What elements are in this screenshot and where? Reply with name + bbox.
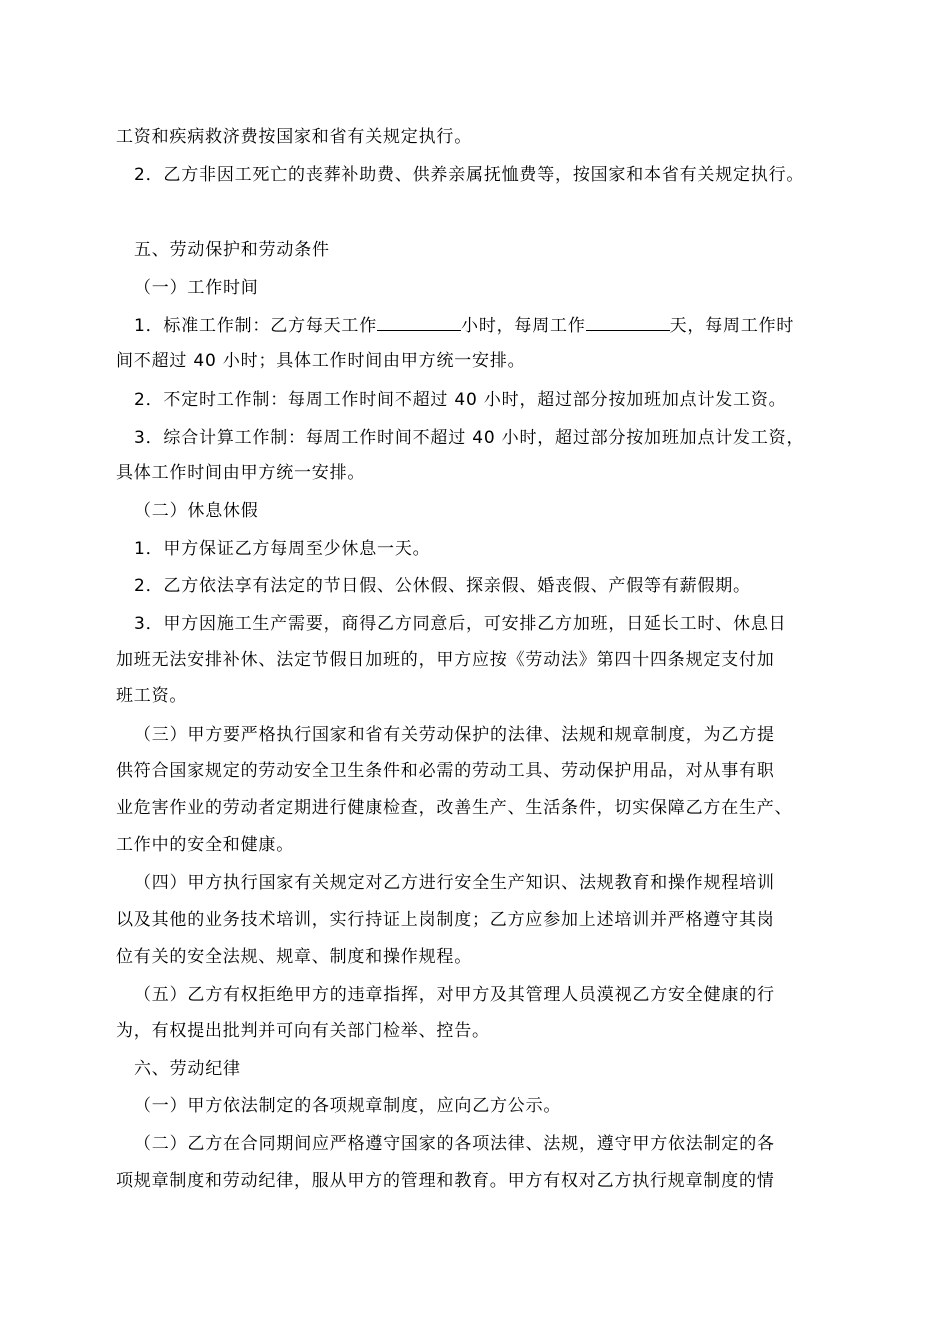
text-line: 以及其他的业务技术培训，实行持证上岗制度；乙方应参加上述培训并严格遵守其岗 xyxy=(116,910,775,930)
section-heading: 五、劳动保护和劳动条件 xyxy=(134,240,330,260)
text-line: 供符合国家规定的劳动安全卫生条件和必需的劳动工具、劳动保护用品，对从事有职 xyxy=(116,761,775,781)
text-line: 2．乙方依法享有法定的节日假、公休假、探亲假、婚丧假、产假等有薪假期。 xyxy=(134,576,751,596)
text-line: 班工资。 xyxy=(116,686,188,706)
text-line: （一）甲方依法制定的各项规章制度，应向乙方公示。 xyxy=(134,1096,562,1116)
text-line: 2．不定时工作制：每周工作时间不超过 40 小时，超过部分按加班加点计发工资。 xyxy=(134,390,787,410)
text-line: （五）乙方有权拒绝甲方的违章指挥，对甲方及其管理人员漠视乙方安全健康的行 xyxy=(134,985,775,1005)
text-line: 3．甲方因施工生产需要，商得乙方同意后，可安排乙方加班，日延长工时、休息日 xyxy=(134,614,787,634)
text-line: （二）乙方在合同期间应严格遵守国家的各项法律、法规，遵守甲方依法制定的各 xyxy=(134,1134,775,1154)
text-line: 位有关的安全法规、规章、制度和操作规程。 xyxy=(116,947,472,967)
fill-in-blank[interactable] xyxy=(586,315,670,331)
text-fragment: 天，每周工作时 xyxy=(669,316,795,336)
section-heading: 六、劳动纪律 xyxy=(134,1059,241,1079)
subsection-heading: （二）休息休假 xyxy=(134,501,259,521)
text-line: 1．甲方保证乙方每周至少休息一天。 xyxy=(134,539,431,559)
text-line: 工作中的安全和健康。 xyxy=(116,835,294,855)
text-line: 业危害作业的劳动者定期进行健康检查，改善生产、生活条件，切实保障乙方在生产、 xyxy=(116,798,793,818)
text-line: 间不超过 40 小时；具体工作时间由甲方统一安排。 xyxy=(116,351,526,371)
text-line: 3．综合计算工作制：每周工作时间不超过 40 小时，超过部分按加班加点计发工资， xyxy=(134,428,805,448)
text-fragment: 小时，每周工作 xyxy=(461,316,586,336)
text-line: 项规章制度和劳动纪律，服从甲方的管理和教育。甲方有权对乙方执行规章制度的情 xyxy=(116,1171,775,1191)
subsection-heading: （一）工作时间 xyxy=(134,278,259,298)
text-line: 具体工作时间由甲方统一安排。 xyxy=(116,463,366,483)
text-fragment: 1．标准工作制：乙方每天工作 xyxy=(134,316,378,336)
text-line: 2．乙方非因工死亡的丧葬补助费、供养亲属抚恤费等，按国家和本省有关规定执行。 xyxy=(134,165,805,185)
text-line: （三）甲方要严格执行国家和省有关劳动保护的法律、法规和规章制度，为乙方提 xyxy=(134,725,775,745)
fill-in-blank[interactable] xyxy=(377,315,461,331)
text-line: 为，有权提出批判并可向有关部门检举、控告。 xyxy=(116,1021,490,1041)
text-line: 加班无法安排补休、法定节假日加班的，甲方应按《劳动法》第四十四条规定支付加 xyxy=(116,650,775,670)
text-line: （四）甲方执行国家有关规定对乙方进行安全生产知识、法规教育和操作规程培训 xyxy=(134,873,775,893)
text-line: 工资和疾病救济费按国家和省有关规定执行。 xyxy=(116,127,472,147)
text-line-with-blanks xyxy=(134,315,794,337)
